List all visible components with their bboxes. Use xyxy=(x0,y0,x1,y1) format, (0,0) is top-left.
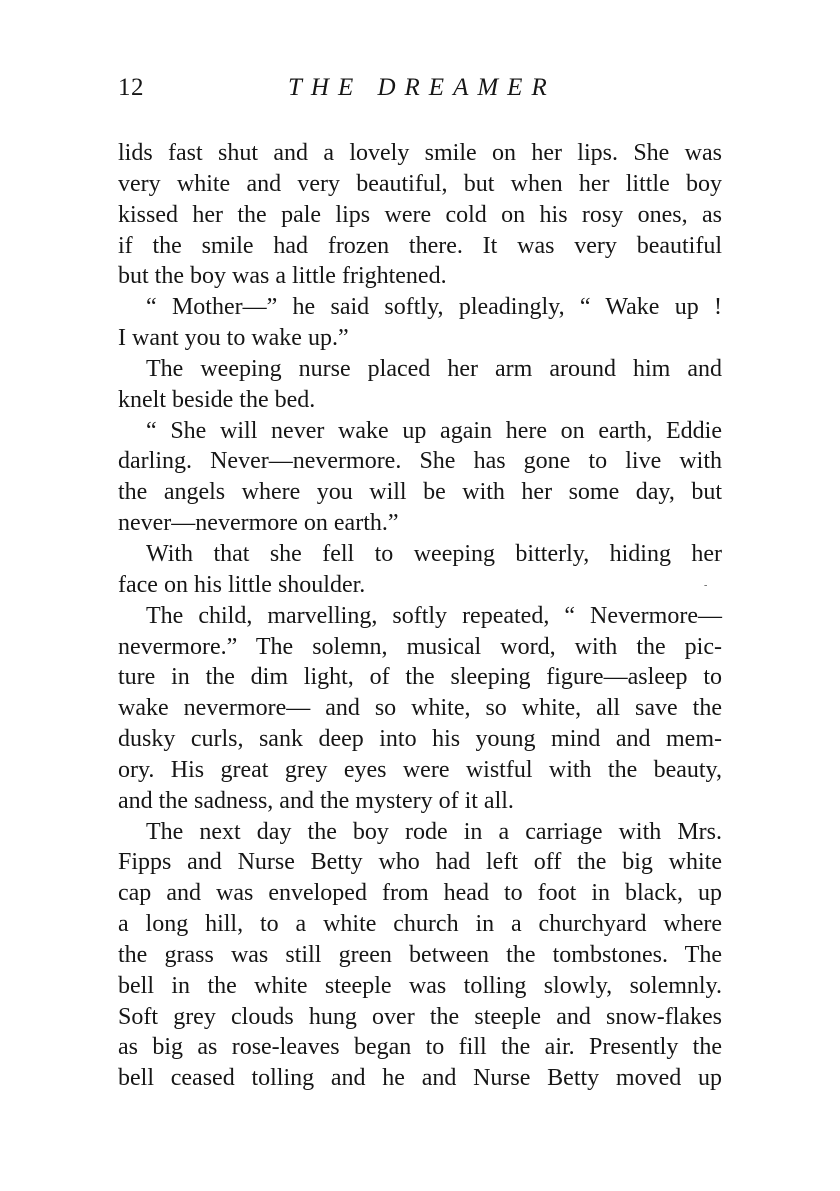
text-line: The child, marvelling, softly repeated, “ Nevermore— xyxy=(146,602,722,629)
text-line: as big as rose-leaves began to fill the air. Presently the xyxy=(118,1034,722,1061)
text-line: kissed her the pale lips were cold on his rosy ones, as xyxy=(118,201,722,228)
text-line: but the boy was a little frightened. xyxy=(118,263,447,290)
text-line: ture in the dim light, of the sleeping figure—asleep to xyxy=(118,664,722,691)
text-line: never—nevermore on earth.” xyxy=(118,510,399,537)
page-number: 12 xyxy=(118,74,144,101)
text-line: darling. Never—nevermore. She has gone to live with xyxy=(118,448,722,475)
text-line: the grass was still green between the tombstones. The xyxy=(118,941,722,968)
text-line: dusky curls, sank deep into his young mind and mem- xyxy=(118,726,722,753)
body-text xyxy=(118,138,722,1094)
text-line: “ Mother—” he said softly, pleadingly, “ Wake up ! xyxy=(146,294,722,321)
text-line: lids fast shut and a lovely smile on her lips. She was xyxy=(118,140,722,166)
text-line: ory. His great grey eyes were wistful with the beauty, xyxy=(118,756,722,783)
text-line: and the sadness, and the mystery of it all. xyxy=(118,787,514,814)
text-line: the angels where you will be with her some day, but xyxy=(118,479,722,506)
text-line: “ She will never wake up again here on earth, Eddie xyxy=(146,417,722,444)
page-header xyxy=(118,74,722,110)
text-line: The weeping nurse placed her arm around him and xyxy=(146,355,722,382)
running-title: THE DREAMER xyxy=(288,74,556,101)
text-line: face on his little shoulder. xyxy=(118,571,366,598)
text-line: very white and very beautiful, but when her little boy xyxy=(118,170,722,197)
text-line: nevermore.” The solemn, musical word, with the pic- xyxy=(118,633,722,660)
text-line: cap and was enveloped from head to foot in black, up xyxy=(118,880,722,907)
text-line: I want you to wake up.” xyxy=(118,325,349,352)
text-line: if the smile had frozen there. It was very beautiful xyxy=(118,232,722,259)
text-line: a long hill, to a white church in a churchyard where xyxy=(118,911,722,938)
text-line: bell ceased tolling and he and Nurse Betty moved up xyxy=(118,1065,722,1092)
text-line: knelt beside the bed. xyxy=(118,386,316,413)
text-line: With that she fell to weeping bitterly, hiding her xyxy=(146,540,722,567)
text-line: The next day the boy rode in a carriage with Mrs. xyxy=(146,818,722,845)
text-line: bell in the white steeple was tolling slowly, solemnly. xyxy=(118,972,722,999)
print-speck: - xyxy=(704,580,708,591)
text-line: wake nevermore— and so white, so white, all save the xyxy=(118,695,722,722)
text-line: Soft grey clouds hung over the steeple and snow-flakes xyxy=(118,1003,722,1030)
text-line: Fipps and Nurse Betty who had left off the big white xyxy=(118,849,722,876)
